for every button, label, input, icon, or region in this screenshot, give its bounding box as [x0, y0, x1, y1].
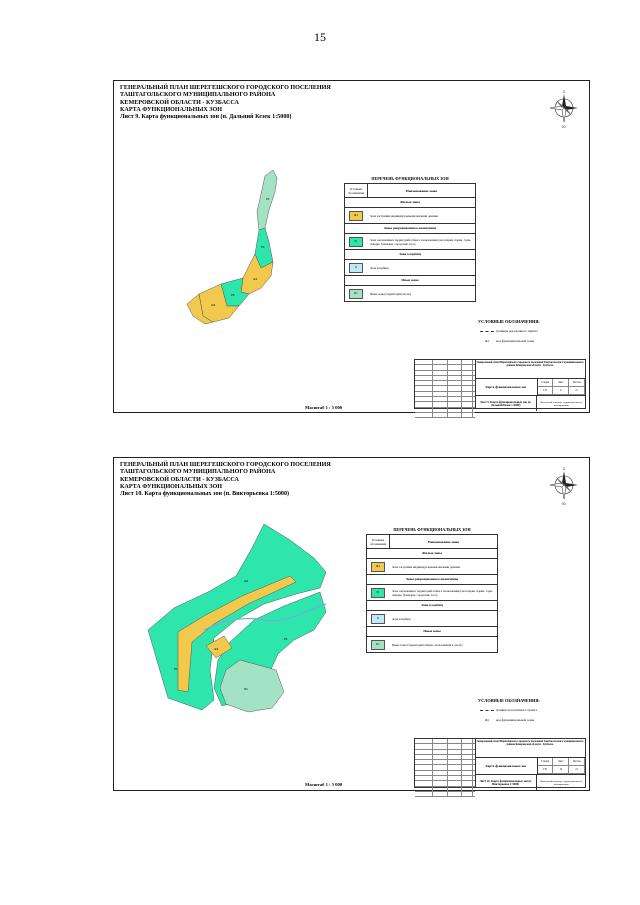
zone-other-forest [220, 660, 284, 712]
stamp-sheets: 21 [569, 387, 585, 395]
stamp-sheets: 21 [569, 766, 585, 774]
title-block [414, 359, 586, 409]
boundary-line-icon [478, 707, 496, 713]
page-number: 15 [314, 30, 326, 44]
stamp-org: Проектный институт территориального планирования [540, 400, 583, 407]
svg-text:Ю: Ю [562, 125, 566, 129]
title-block [414, 738, 586, 788]
header-line-1: ГЕНЕРАЛЬНЫЙ ПЛАН ШЕРЕГЕШСКОГО ГОРОДСКОГО ПОСЕЛЕНИЯ [120, 462, 331, 468]
zones-legend [366, 528, 498, 653]
convention-boundary: границы населенного пункта [496, 329, 538, 333]
convention-boundary: граница населенного пункта [496, 708, 538, 712]
stamp-org: Проектный институт территориального планирования [540, 779, 583, 786]
svg-text:Р1: Р1 [266, 197, 270, 201]
legend-zone-name: Зона застройки индивидуальными жилыми домами [370, 213, 438, 218]
header-line-3: КЕМЕРОВСКОЙ ОБЛАСТИ - КУЗБАССА [120, 99, 239, 106]
stamp-stage: ГП [538, 387, 554, 395]
legend-zone-name: Иные зоны (территории лесов) [370, 291, 411, 296]
svg-text:Р1: Р1 [231, 293, 235, 297]
legend-swatch: И1 [349, 289, 363, 299]
sheet-header [120, 85, 331, 121]
legend-section: Зона кладбищ [367, 601, 497, 611]
stamp-sheet-title: Лист 9. Карта функциональных зон (п. Дальний Кезек 1:5000) [475, 396, 537, 411]
svg-text:Р1: Р1 [174, 667, 178, 671]
stamp-sheet-header: Лист [553, 758, 569, 766]
stamp-sheets-header: Листов [569, 379, 585, 387]
legend-swatch: Ж1 [349, 211, 363, 221]
legend-zone-name: Зона озелененных территорий общего пользования (лесопарки, парки, сады, скверы, бульвары, городские леса) [370, 237, 471, 246]
legend-row [345, 234, 475, 250]
legend-title: ПЕРЕЧЕНЬ ФУНКЦИОНАЛЬНЫХ ЗОН [371, 176, 449, 181]
legend-swatch: К [349, 263, 363, 273]
compass-rose-icon [548, 89, 580, 129]
legend-zone-name: Зона кладбищ [370, 265, 389, 270]
svg-text:Ж1: Ж1 [211, 303, 216, 307]
header-line-5: Лист 9. Карта функциональных зон (п. Дальний Кезек 1:5000) [120, 114, 292, 121]
legend-zone-name: Зона кладбищ [392, 616, 411, 621]
legend-col-name: Наименование зоны [405, 188, 438, 193]
legend-section: Иные зоны [367, 627, 497, 637]
map-sheet-10 [113, 457, 590, 791]
signature-grid [415, 360, 476, 408]
zones-legend [344, 177, 476, 302]
stamp-stage: ГП [538, 766, 554, 774]
conventions-title: УСЛОВНЫЕ ОБОЗНАЧЕНИЯ: [478, 319, 540, 324]
stamp-project: Генеральный план Шерегешского городского поселения Таштагольского муниципального района Кемеровской области - Кузбасса [475, 360, 585, 379]
svg-text:С: С [562, 90, 566, 94]
svg-text:Ж1: Ж1 [253, 277, 258, 281]
svg-text:Ж1: Ж1 [244, 579, 249, 583]
legend-row [345, 208, 475, 224]
stamp-sheet: 10 [553, 766, 569, 774]
svg-text:Ж1: Ж1 [214, 647, 219, 651]
conventions [478, 319, 588, 344]
svg-text:С: С [562, 467, 566, 471]
boundary-line-icon [478, 328, 496, 334]
legend-row [367, 559, 497, 575]
stamp-sheet-title: Лист 10. Карта функциональных зон (п. Викторьевка 1:5000) [475, 775, 537, 790]
legend-zone-name: Зона озелененных территорий общего пользования (лесопарки, парки, сады, скверы, бульвары, городские леса) [392, 588, 493, 597]
stamp-stage-header: Стадия [538, 758, 554, 766]
legend-col-symbol: Условные обозначения [345, 184, 368, 197]
header-line-1: ГЕНЕРАЛЬНЫЙ ПЛАН ШЕРЕГЕШСКОГО ГОРОДСКОГО ПОСЕЛЕНИЯ [120, 85, 331, 91]
legend-row [367, 585, 497, 601]
map-scale: Масштаб 1 : 5 000 [305, 405, 343, 410]
legend-section: Иные зоны [345, 276, 475, 286]
legend-row [367, 637, 497, 652]
legend-swatch: Ж1 [371, 562, 385, 572]
map-scale: Масштаб 1 : 5 000 [305, 782, 343, 787]
legend-section: Зоны рекреационного назначения [367, 575, 497, 585]
legend-swatch: Р1 [349, 237, 363, 247]
stamp-map-name: Карта функциональных зон [475, 379, 538, 395]
stamp-map-name: Карта функциональных зон [475, 758, 538, 774]
legend-section: Зоны рекреационного назначения [345, 224, 475, 234]
legend-title: ПЕРЕЧЕНЬ ФУНКЦИОНАЛЬНЫХ ЗОН [393, 527, 471, 532]
header-line-4: КАРТА ФУНКЦИОНАЛЬНЫХ ЗОН [120, 483, 222, 490]
legend-section: Жилые зоны [367, 549, 497, 559]
compass-rose-icon [548, 466, 580, 506]
stamp-stage-header: Стадия [538, 379, 554, 387]
legend-swatch: Р1 [371, 588, 385, 598]
legend-col-symbol: Условные обозначения [367, 535, 390, 548]
header-line-3: КЕМЕРОВСКОЙ ОБЛАСТИ - КУЗБАССА [120, 476, 239, 483]
zone-code-icon: Ж1 [484, 339, 490, 343]
svg-text:Р1: Р1 [284, 637, 288, 641]
svg-text:И1: И1 [244, 687, 248, 691]
legend-col-name: Наименование зоны [427, 539, 460, 544]
stamp-sheet: 9 [553, 387, 569, 395]
conventions-title: УСЛОВНЫЕ ОБОЗНАЧЕНИЯ: [478, 698, 540, 703]
convention-code: код функциональной зоны [496, 339, 535, 343]
conventions [478, 698, 588, 723]
svg-text:Ю: Ю [562, 502, 566, 506]
header-line-2: ТАШТАГОЛЬСКОГО МУНИЦИПАЛЬНОГО РАЙОНА [120, 92, 276, 99]
convention-code: код функциональной зоны [496, 718, 535, 722]
stamp-project: Генеральный план Шерегешского городского поселения Таштагольского муниципального района Кемеровской области - Кузбасса [475, 739, 585, 758]
stamp-sheets-header: Листов [569, 758, 585, 766]
legend-zone-name: Иные зоны (территории общего пользования в лесах) [392, 642, 463, 647]
map-sheet-9 [113, 80, 590, 413]
functional-zones-map [144, 520, 334, 720]
legend-swatch: К [371, 614, 385, 624]
svg-text:Р1: Р1 [261, 245, 265, 249]
header-line-5: Лист 10. Карта функциональных зон (п. Викторьевка 1:5000) [120, 491, 290, 498]
stamp-sheet-header: Лист [553, 379, 569, 387]
zone-code-icon: Ж1 [484, 718, 490, 722]
sheet-header [120, 462, 331, 498]
legend-row [345, 286, 475, 301]
legend-swatch: И1 [371, 640, 385, 650]
legend-row [367, 611, 497, 627]
signature-grid [415, 739, 476, 787]
header-line-2: ТАШТАГОЛЬСКОГО МУНИЦИПАЛЬНОГО РАЙОНА [120, 469, 276, 476]
legend-section: Зона кладбищ [345, 250, 475, 260]
header-line-4: КАРТА ФУНКЦИОНАЛЬНЫХ ЗОН [120, 106, 222, 113]
legend-zone-name: Зона застройки индивидуальными жилыми домами [392, 564, 460, 569]
legend-row [345, 260, 475, 276]
functional-zones-map [169, 166, 299, 326]
legend-section: Жилые зоны [345, 198, 475, 208]
